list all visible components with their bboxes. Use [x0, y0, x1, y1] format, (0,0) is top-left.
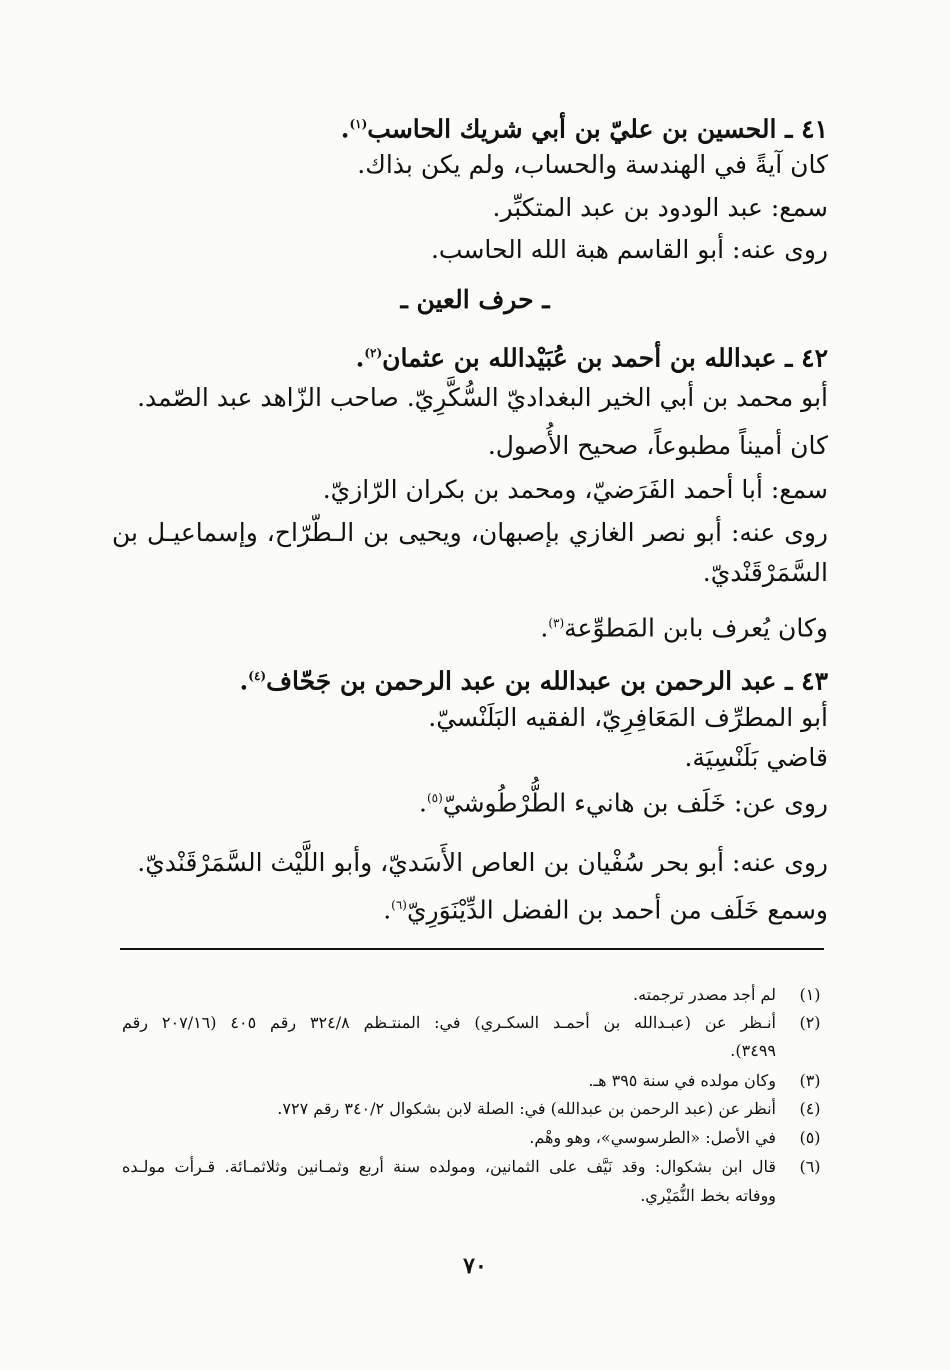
entry-41-line-2: سمع: عبد الودود بن عبد المتكبِّر.	[492, 193, 828, 222]
section-heading: ـ حرف العين ـ	[400, 285, 550, 314]
page-number: ٧٠	[463, 1253, 487, 1279]
footnote-separator	[120, 948, 824, 950]
footnote-ref: (٣)	[548, 616, 565, 630]
entry-41-line-3: روى عنه: أبو القاسم هبة الله الحاسب.	[430, 235, 828, 264]
entry-43-line-4: روى عنه: أبو بحر سُفْيان بن العاص الأَسَديّ، وأبو اللَّيْث السَّمَرْقَنْديّ.	[137, 848, 828, 877]
entry-42-line-6: وكان يُعرف بابن المَطوِّعة$^{(٣)}$.	[540, 613, 828, 643]
footnote-ref: (٤)	[248, 669, 267, 683]
entry-42-title: ٤٢ ـ عبدالله بن أحمد بن عُبَيْدالله بن عثمان$^{(٢)}$.	[355, 343, 828, 373]
footnote-ref: (١)	[349, 117, 368, 131]
footnote-ref: (٥)	[426, 791, 443, 805]
entry-42-line-1: أبو محمد بن أبي الخير البغداديّ السُّكَّرِيّ. صاحب الزّاهد عبد الصّمد.	[137, 383, 828, 412]
entry-42-line-4: روى عنه: أبو نصر الغازي بإصبهان، ويحيى بن الـطّرّاح، وإسماعيـل بن	[112, 518, 828, 547]
footnote-ref: (٢)	[364, 346, 383, 360]
entry-41-line-1: كان آيةً في الهندسة والحساب، ولم يكن بذاك.	[357, 150, 828, 179]
entry-41-title: ٤١ ـ الحسين بن عليّ بن أبي شريك الحاسب$^{(١)}$.	[340, 114, 828, 144]
entry-42-line-2: كان أميناً مطبوعاً، صحيح الأُصول.	[487, 431, 828, 460]
entry-43-line-2: قاضي بَلَنْسِيَة.	[684, 743, 828, 772]
entry-43-title: ٤٣ ـ عبد الرحمن بن عبدالله بن عبد الرحمن بن جَحّاف$^{(٤)}$.	[239, 666, 828, 696]
entry-43-line-5: وسمع خَلَف من أحمد بن الفضل الدِّيْنَوَرِيّ$^{(٦)}$.	[383, 895, 828, 925]
entry-43-line-3: روى عن: خَلَف بن هانيء الطُّرْطُوشيّ$^{(٥)}$.	[418, 788, 828, 818]
book-page: ٤١ ـ الحسين بن عليّ بن أبي شريك الحاسب$^{(١)}$. كان آيةً في الهندسة والحساب، ولم يكن بذاك. سمع: عبد الودود بن عبد المتكبِّر. روى عنه: أبو القاسم هبة الله الحاسب. ـ حرف العين ـ ٤٢ ـ عبدالله بن أحمد بن عُبَيْدالله بن عثمان$^{(٢)}$. أبو محمد بن أبي الخير البغداديّ السُّكَّرِيّ. صاحب الزّاهد عبد الصّمد. كان أميناً مطبوعاً، صحيح الأُصول. سمع: أبا أحمد الفَرَضيّ، ومحمد بن بكران الرّازيّ. روى عنه: أبو نصر الغازي بإصبهان، ويحيى بن الـطّرّاح، وإسماعيـل بن السَّمَرْقَنْديّ. وكان يُعرف بابن المَطوِّعة$^{(٣)}$. ٤٣ ـ عبد الرحمن بن عبدالله بن عبد الرحمن بن جَحّاف$^{(٤)}$. أبو المطرِّف المَعَافِرِيّ، الفقيه البَلَنْسيّ. قاضي بَلَنْسِيَة. روى عن: خَلَف بن هانيء الطُّرْطُوشيّ$^{(٥)}$. روى عنه: أبو بحر سُفْيان بن العاص الأَسَديّ، وأبو اللَّيْث السَّمَرْقَنْديّ. وسمع خَلَف من أحمد بن الفضل الدِّيْنَوَرِيّ$^{(٦)}$. (١) لم أجد مصدر ترجمته. (٢) أنـظر عن (عبـدالله بن أحمـد السكـري) في: المنتـظم ٣٢٤/٨ رقم ٤٠٥ (٢٠٧/١٦ رقم ٣٤٩٩). (٣) وكان مولده في سنة ٣٩٥ هـ. (٤) أنظر عن (عبد الرحمن بن عبدالله) في: الصلة لابن بشكوال ٣٤٠/٢ رقم ٧٢٧. (٥) في الأصل: «الطرسوسي»، وهو وهْم. (٦) قال ابن بشكوال: وقد نَيَّف على الثمانين، ومولده سنة أربع وثمـانين وثلاثمـائة. قـرأت مولـده ووفاته بخط النُّمَيْري. ٧٠	[0, 0, 950, 1370]
entry-43-line-1: أبو المطرِّف المَعَافِرِيّ، الفقيه البَلَنْسيّ.	[428, 703, 828, 732]
entry-42-line-5: السَّمَرْقَنْديّ.	[702, 558, 828, 587]
footnote-ref: (٦)	[391, 898, 407, 912]
entry-42-line-3: سمع: أبا أحمد الفَرَضيّ، ومحمد بن بكران الرّازيّ.	[322, 475, 828, 504]
